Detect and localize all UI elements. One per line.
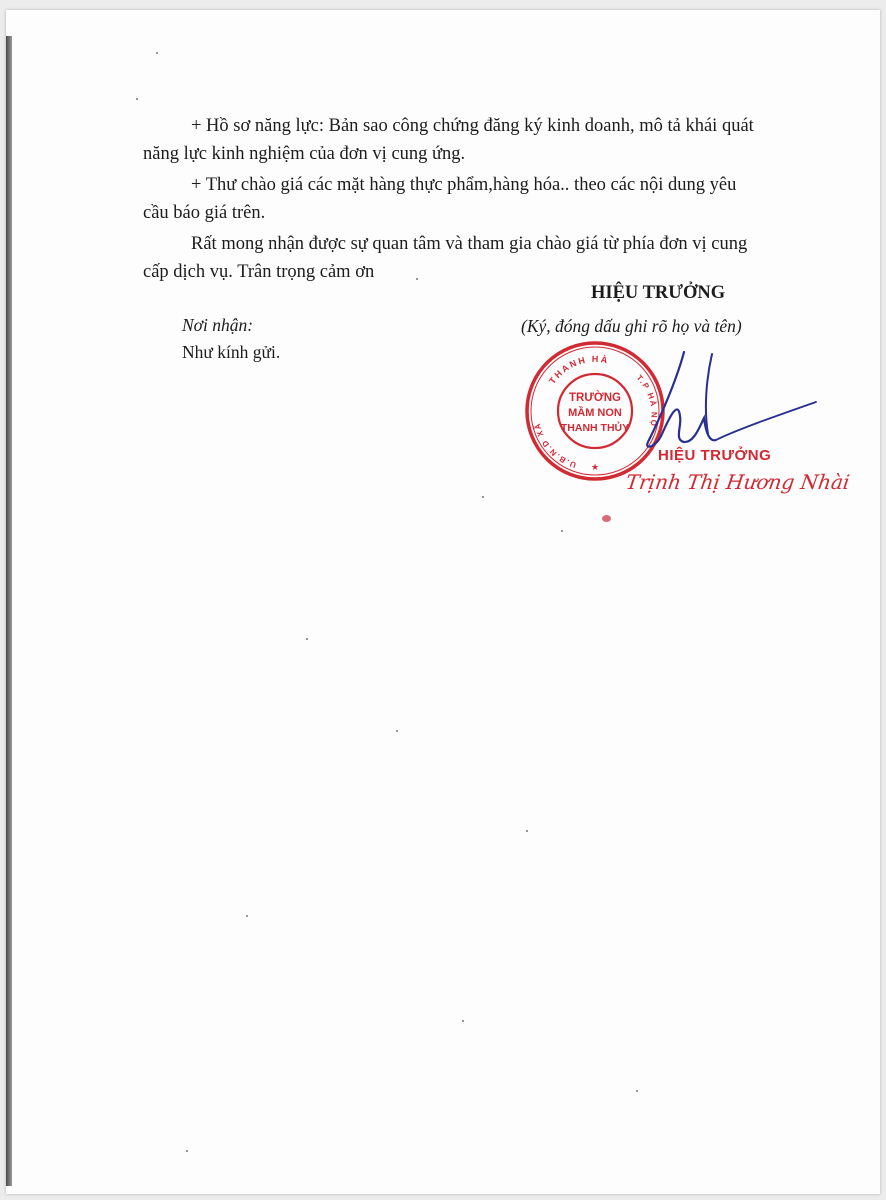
scan-speck bbox=[561, 530, 563, 532]
stamp-ring-top: THANH HÀ bbox=[547, 353, 611, 386]
stamp-ring-right: T.P HÀ NỘ bbox=[634, 373, 659, 428]
stamp-signatory-title: HIỆU TRƯỞNG bbox=[658, 447, 772, 464]
scan-speck bbox=[306, 638, 308, 640]
scan-speck bbox=[416, 278, 418, 280]
document-page bbox=[6, 10, 880, 1194]
paragraph-line: cầu báo giá trên. bbox=[143, 203, 266, 223]
stamp-center-line: TRƯỜNG bbox=[569, 392, 621, 404]
stamp-center-line: THANH THỦY bbox=[560, 422, 630, 434]
scan-speck bbox=[156, 52, 158, 54]
ink-blot bbox=[602, 515, 611, 522]
signer-name: Trịnh Thị Hương Nhài bbox=[624, 470, 852, 494]
paragraph-line: Rất mong nhận được sự quan tâm và tham gia chào giá từ phía đơn vị cung bbox=[191, 234, 748, 254]
paragraph-line: cấp dịch vụ. Trân trọng cảm ơn bbox=[143, 262, 375, 282]
stamp-star-icon: ★ bbox=[590, 463, 600, 473]
paragraph-line: + Hồ sơ năng lực: Bản sao công chứng đăng ký kinh doanh, mô tả khái quát bbox=[191, 116, 754, 136]
paragraph-quotation-letter bbox=[143, 171, 823, 227]
paragraph-capability-profile bbox=[143, 112, 823, 168]
recipients-value: Như kính gửi. bbox=[182, 342, 281, 362]
scan-speck bbox=[526, 830, 528, 832]
scan-speck bbox=[396, 730, 398, 732]
recipients-label: Nơi nhận: bbox=[182, 315, 254, 335]
stamp-ring-left: U.B.N.D XÃ bbox=[532, 421, 578, 470]
scan-edge-shadow bbox=[6, 36, 12, 1186]
scan-speck bbox=[186, 1150, 188, 1152]
signature-instruction: (Ký, đóng dấu ghi rõ họ và tên) bbox=[521, 316, 742, 336]
paragraph-line: + Thư chào giá các mặt hàng thực phẩm,hàng hóa.. theo các nội dung yêu bbox=[191, 175, 737, 195]
scan-speck bbox=[462, 1020, 464, 1022]
stamp-center-line: MẦM NON bbox=[568, 407, 622, 419]
scan-speck bbox=[636, 1090, 638, 1092]
signatory-title: HIỆU TRƯỞNG bbox=[591, 283, 726, 303]
scan-speck bbox=[136, 98, 138, 100]
paragraph-closing bbox=[143, 230, 823, 286]
scan-speck bbox=[482, 496, 484, 498]
scan-speck bbox=[246, 915, 248, 917]
paragraph-line: năng lực kinh nghiệm của đơn vị cung ứng. bbox=[143, 144, 466, 164]
